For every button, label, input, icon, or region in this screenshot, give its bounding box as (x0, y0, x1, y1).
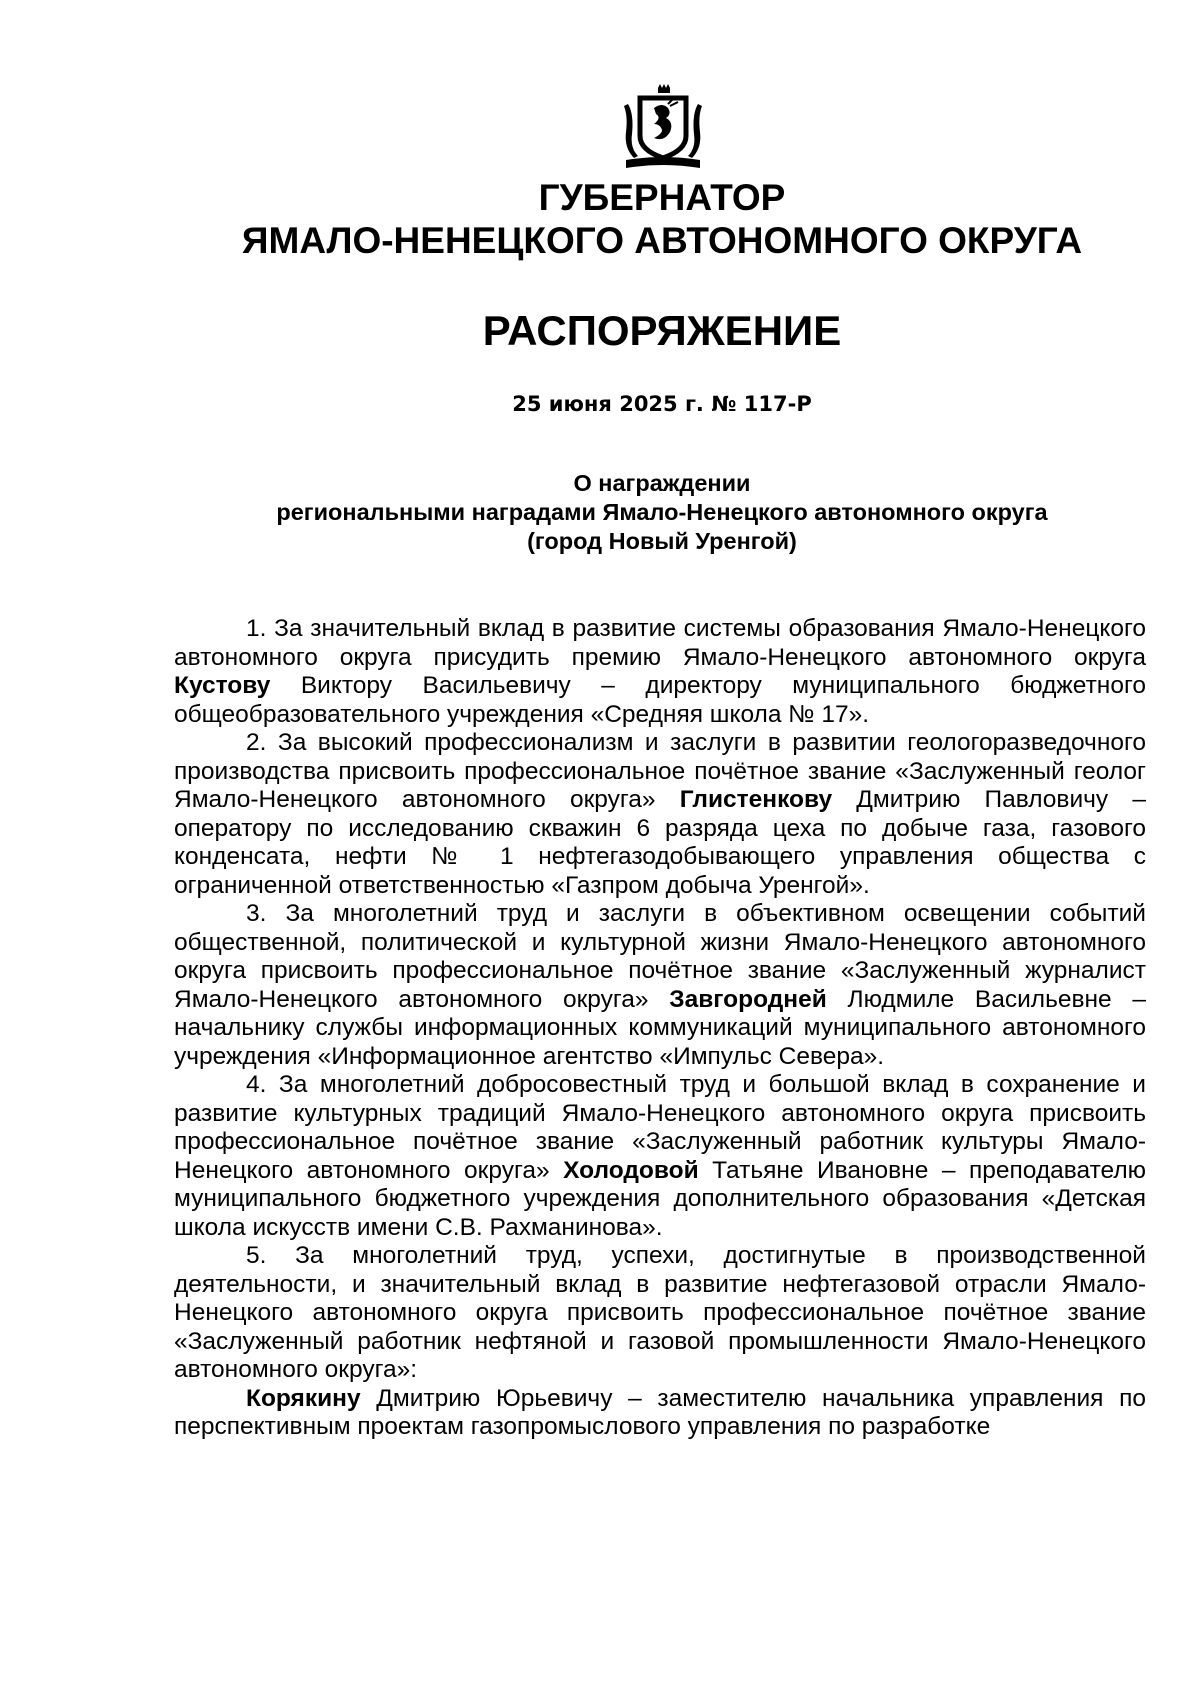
paragraph-text: Виктору Васильевичу – директору муниципального бюджетного общеобразовательного учреждения «Средняя школа № 17». (174, 672, 1146, 728)
paragraph-item-5-awardee (174, 1385, 1146, 1442)
subject-line: О награждении (573, 470, 751, 496)
paragraph-text: Людмиле Васильевне – начальнику службы информационных коммуникаций муниципального автономного учреждения «Информационное агентство «Импульс Севера». (174, 985, 1146, 1070)
paragraph-text: 2. За высокий профессионализм и заслуги в развитии геологоразведочного производства присвоить профессиональное почётное звание «Заслуженный геолог Ямало-Ненецкого автономного округа» (174, 729, 1146, 813)
paragraph-item-1 (174, 615, 1146, 729)
paragraph-item-4 (174, 1071, 1146, 1242)
header-title-governor: ГУБЕРНАТОР (538, 177, 786, 218)
paragraph-item-5 (174, 1242, 1146, 1385)
paragraph-text: 5. За многолетний труд, успехи, достигнутые в производственной деятельности, и значительный вклад в развитие нефтегазовой отрасли Ямало-Ненецкого автономного округа присвоить профессиональное почётное звание «Заслуженный работник нефтяной и газовой промышленности Ямало-Ненецкого автономного округа»: (174, 1242, 1146, 1383)
subject-line: (город Новый Уренгой) (527, 528, 797, 554)
subject-line: региональными наградами Ямало-Ненецкого автономного округа (276, 499, 1048, 525)
paragraph-text: Татьяне Ивановне – преподавателю муниципального бюджетного учреждения дополнительного образования «Детская школа искусств имени С.В. Рахманинова». (174, 1156, 1146, 1241)
paragraph-item-3 (174, 900, 1146, 1071)
document-body (174, 615, 1146, 1442)
document-date-number: 25 июня 2025 г. № 117-Р (512, 392, 812, 416)
paragraph-text: Дмитрию Юрьевичу – заместителю начальника управления по перспективным проектам газопромыслового управления по разработке (174, 1384, 1146, 1440)
paragraph-text: 1. За значительный вклад в развитие системы образования Ямало-Ненецкого автономного округа присудить премию Ямало-Ненецкого автономного округа (174, 615, 1146, 671)
awardee-surname: Холодовой (563, 1156, 699, 1184)
paragraph-text: 3. За многолетний труд и заслуги в объективном освещении событий общественной, политической и культурной жизни Ямало-Ненецкого автономного округа присвоить профессиональное почётное звание «Заслуженный журналист Ямало-Ненецкого автономного округа» (174, 900, 1146, 1013)
header-title-region: ЯМАЛО-НЕНЕЦКОГО АВТОНОМНОГО ОКРУГА (241, 220, 1083, 261)
awardee-surname: Глистенкову (679, 786, 833, 813)
awardee-surname: Завгородней (669, 985, 827, 1013)
document-type: РАСПОРЯЖЕНИЕ (482, 307, 842, 354)
paragraph-item-2 (174, 729, 1146, 900)
awardee-surname: Корякину (246, 1384, 361, 1412)
awardee-surname: Кустову (174, 672, 271, 699)
paragraph-text: Дмитрию Павловичу – оператору по исследованию скважин 6 разряда цеха по добыче газа, газового конденсата, нефти № 1 нефтегазодобывающего управления общества с ограниченной ответственностью «Газпром добыча Уренгой». (174, 786, 1146, 899)
paragraph-text: 4. За многолетний добросовестный труд и большой вклад в сохранение и развитие культурных традиций Ямало-Ненецкого автономного округа присвоить профессиональное почётное звание «Заслуженный работник культуры Ямало-Ненецкого автономного округа» (174, 1071, 1146, 1184)
coat-of-arms-emblem (618, 84, 708, 172)
document-subject (0, 469, 1200, 556)
